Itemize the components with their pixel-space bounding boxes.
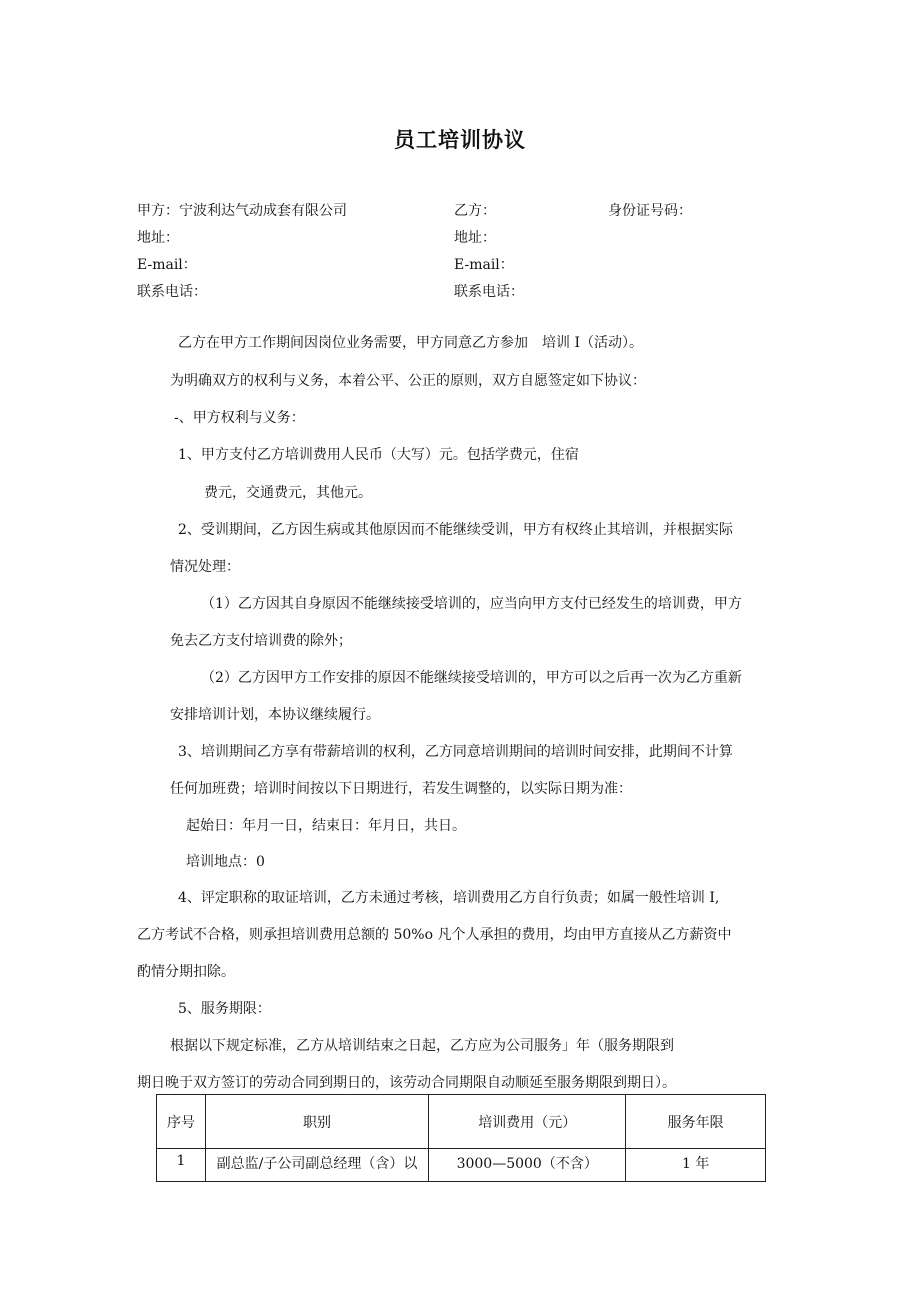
header-index: 序号 — [157, 1095, 206, 1149]
table-header-row — [157, 1095, 766, 1149]
cell-service-years: 1 年 — [626, 1149, 766, 1182]
clause-2-item-2-line-2: 安排培训计划，本协议继续履行。 — [170, 707, 380, 723]
header-service-years: 服务年限 — [626, 1095, 766, 1149]
cell-training-cost: 3000—5000（不含） — [429, 1149, 626, 1182]
clause-5-heading: 5、服务期限： — [178, 1001, 271, 1017]
section-heading-party-a: -、甲方权利与义务： — [174, 410, 305, 426]
party-b-address: 地址： — [454, 230, 496, 246]
header-training-cost: 培训费用（元） — [429, 1095, 626, 1149]
clause-1-line-1: 1、甲方支付乙方培训费用人民币（大写）元。包括学费元，住宿 — [178, 447, 579, 463]
clause-4-line-2: 乙方考试不合格，则承担培训费用总额的 50%o 凡个人承担的费用，均由甲方直接从乙方薪资中 — [137, 927, 732, 943]
party-b-id-number: 身份证号码： — [608, 203, 692, 219]
cell-index: 1 — [157, 1149, 206, 1182]
document-title: 员工培训协议 — [394, 128, 526, 152]
party-a-address: 地址： — [137, 230, 179, 246]
purpose-paragraph: 为明确双方的权利与义务，本着公平、公正的原则，双方自愿签定如下协议： — [170, 373, 646, 389]
party-b-email: E-mail： — [454, 257, 514, 273]
clause-5-line-2: 期日晚于双方签订的劳动合同到期日的，该劳动合同期限自动顺延至服务期限到期日）。 — [137, 1075, 676, 1091]
clause-1-line-2: 费元，交通费元，其他元。 — [204, 485, 372, 501]
clause-2-item-1-line-1: （1）乙方因其自身原因不能继续接受培训的，应当向甲方支付已经发生的培训费，甲方 — [201, 596, 742, 612]
clause-2-line-1: 2、受训期间，乙方因生病或其他原因而不能继续受训，甲方有权终止其培训，并根据实际 — [178, 522, 733, 538]
table-row — [157, 1149, 766, 1182]
clause-5-line-1: 根据以下规定标准，乙方从培训结束之日起，乙方应为公司服务」年（服务期限到 — [170, 1038, 674, 1054]
party-b-name: 乙方： — [454, 203, 496, 219]
party-b-phone: 联系电话： — [454, 284, 524, 300]
clause-2-item-1-line-2: 免去乙方支付培训费的除外； — [170, 633, 352, 649]
training-dates: 起始日：年月一日，结束日：年月日，共日。 — [186, 818, 466, 834]
clause-3-line-1: 3、培训期间乙方享有带薪培训的权利，乙方同意培训期间的培训时间安排，此期间不计算 — [178, 744, 733, 760]
clause-4-line-1: 4、评定职称的取证培训，乙方未通过考核，培训费用乙方自行负责；如属一般性培训 I, — [178, 890, 720, 906]
clause-2-line-2: 情况处理： — [170, 559, 240, 575]
cell-position: 副总监/子公司副总经理（含）以 — [205, 1149, 428, 1182]
party-a-phone: 联系电话： — [137, 284, 207, 300]
header-position: 职别 — [205, 1095, 428, 1149]
party-a-email: E-mail： — [137, 257, 197, 273]
clause-2-item-2-line-1: （2）乙方因甲方工作安排的原因不能继续接受培训的，甲方可以之后再一次为乙方重新 — [201, 670, 742, 686]
party-a-name: 甲方：宁波利达气动成套有限公司 — [137, 203, 347, 219]
intro-paragraph: 乙方在甲方工作期间因岗位业务需要，甲方同意乙方参加 培训 I（活动）。 — [178, 335, 643, 351]
clause-4-line-3: 酌情分期扣除。 — [137, 964, 235, 980]
clause-3-line-2: 任何加班费；培训时间按以下日期进行，若发生调整的，以实际日期为准： — [170, 781, 632, 797]
service-term-table — [156, 1094, 766, 1182]
training-location: 培训地点：0 — [186, 854, 265, 870]
